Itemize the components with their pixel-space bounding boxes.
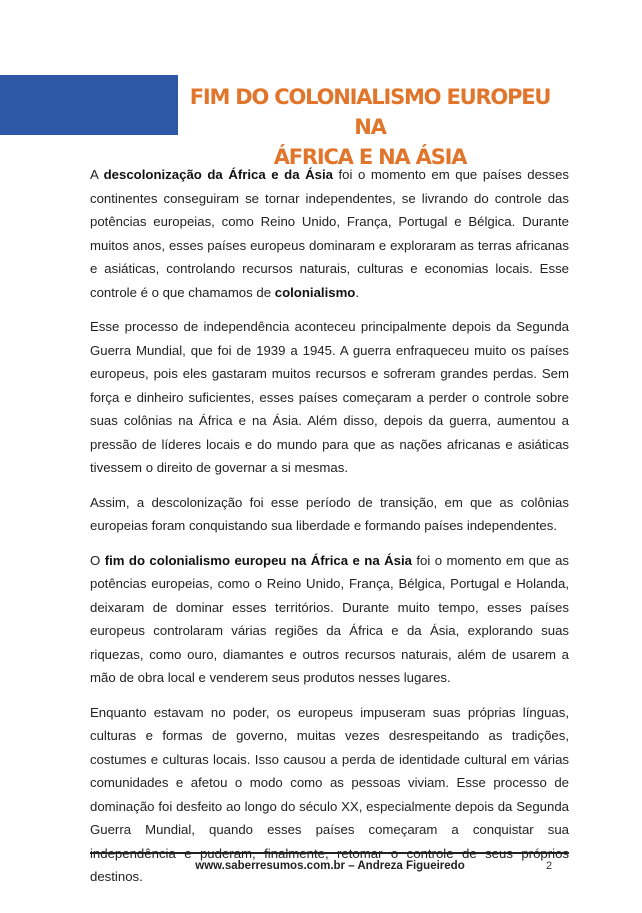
paragraph-1-text-b: foi o momento em que países desses continentes conseguiram se tornar independentes, se livrando do controle das potências europeias, como Reino Unido, França, Portugal e Bélgica. Durante muitos anos, esses países europeus dominaram e exploraram as terras africanas e asiáticas, controlando recursos naturais, culturas e economias locais. Esse controle é o que chamamos de [90,167,570,300]
paragraph-1-bold-term-descolonizacao: descolonização da África e da Ásia [103,167,333,182]
page-title [185,82,555,172]
document-body [90,163,569,900]
paragraph-4-text-a: O [90,552,105,568]
page-title-line-2: ÁFRICA E NA ÁSIA [273,145,467,169]
footer-credit: www.saberresumos.com.br – Andreza Figueiredo [195,860,465,872]
paragraph-1 [90,163,569,304]
paragraph-4-text-b: foi o momento em que as potências europeias, como o Reino Unido, França, Bélgica, Portugal e Holanda, deixaram de dominar esses territórios. Durante muito tempo, esses países europeus controlaram várias regiões da África e da Ásia, explorando suas riquezas, como ouro, diamantes e outros recursos naturais, além de usarem a mão de obra local e venderem seus produtos nesses lugares. [90,552,570,685]
footer-divider [90,852,569,854]
paragraph-4 [90,549,569,690]
paragraph-1-text-c: . [355,284,360,300]
paragraph-5: Enquanto estavam no poder, os europeus impuseram suas próprias línguas, culturas e formas de governo, muitas vezes desrespeitando as tradições, costumes e culturas locais. Isso causou a perda de identidade cultural em várias comunidades e afetou o modo como as pessoas viviam. Esse processo de dominação foi desfeito ao longo do século XX, especialmente depois da Segunda Guerra Mundial, quando esses países começaram a conquistar sua destinos. [90,704,569,884]
paragraph-4-bold-term-fim-colonialismo: fim do colonialismo europeu na África e na Ásia [104,552,412,568]
paragraph-1-text-a: A [90,167,104,182]
header-blue-band [0,75,178,135]
page-number: 2 [546,860,553,872]
paragraph-3: Assim, a descolonização foi esse período de transição, em que as colônias europeias foram conquistando sua liberdade e formando países independentes. [90,494,569,533]
paragraph-1-bold-term-colonialismo: colonialismo [274,284,356,300]
paragraph-2: Esse processo de independência aconteceu principalmente depois da Segunda Guerra Mundial, que foi de 1939 a 1945. A guerra enfraqueceu muito os países europeus, pois eles gastaram muitos recursos e sofreram grandes perdas. Sem força e dinheiro suficientes, esses países começaram a perder o controle sobre suas colônias na África e na Ásia. Além disso, depois da guerra, aumentou a pressão de líderes locais e do mundo para que as nações africanas e asiáticas tivessem o direito de governar a si mesmas. [90,319,569,475]
page-title-line-1: FIM DO COLONIALISMO EUROPEU NA [189,85,551,139]
